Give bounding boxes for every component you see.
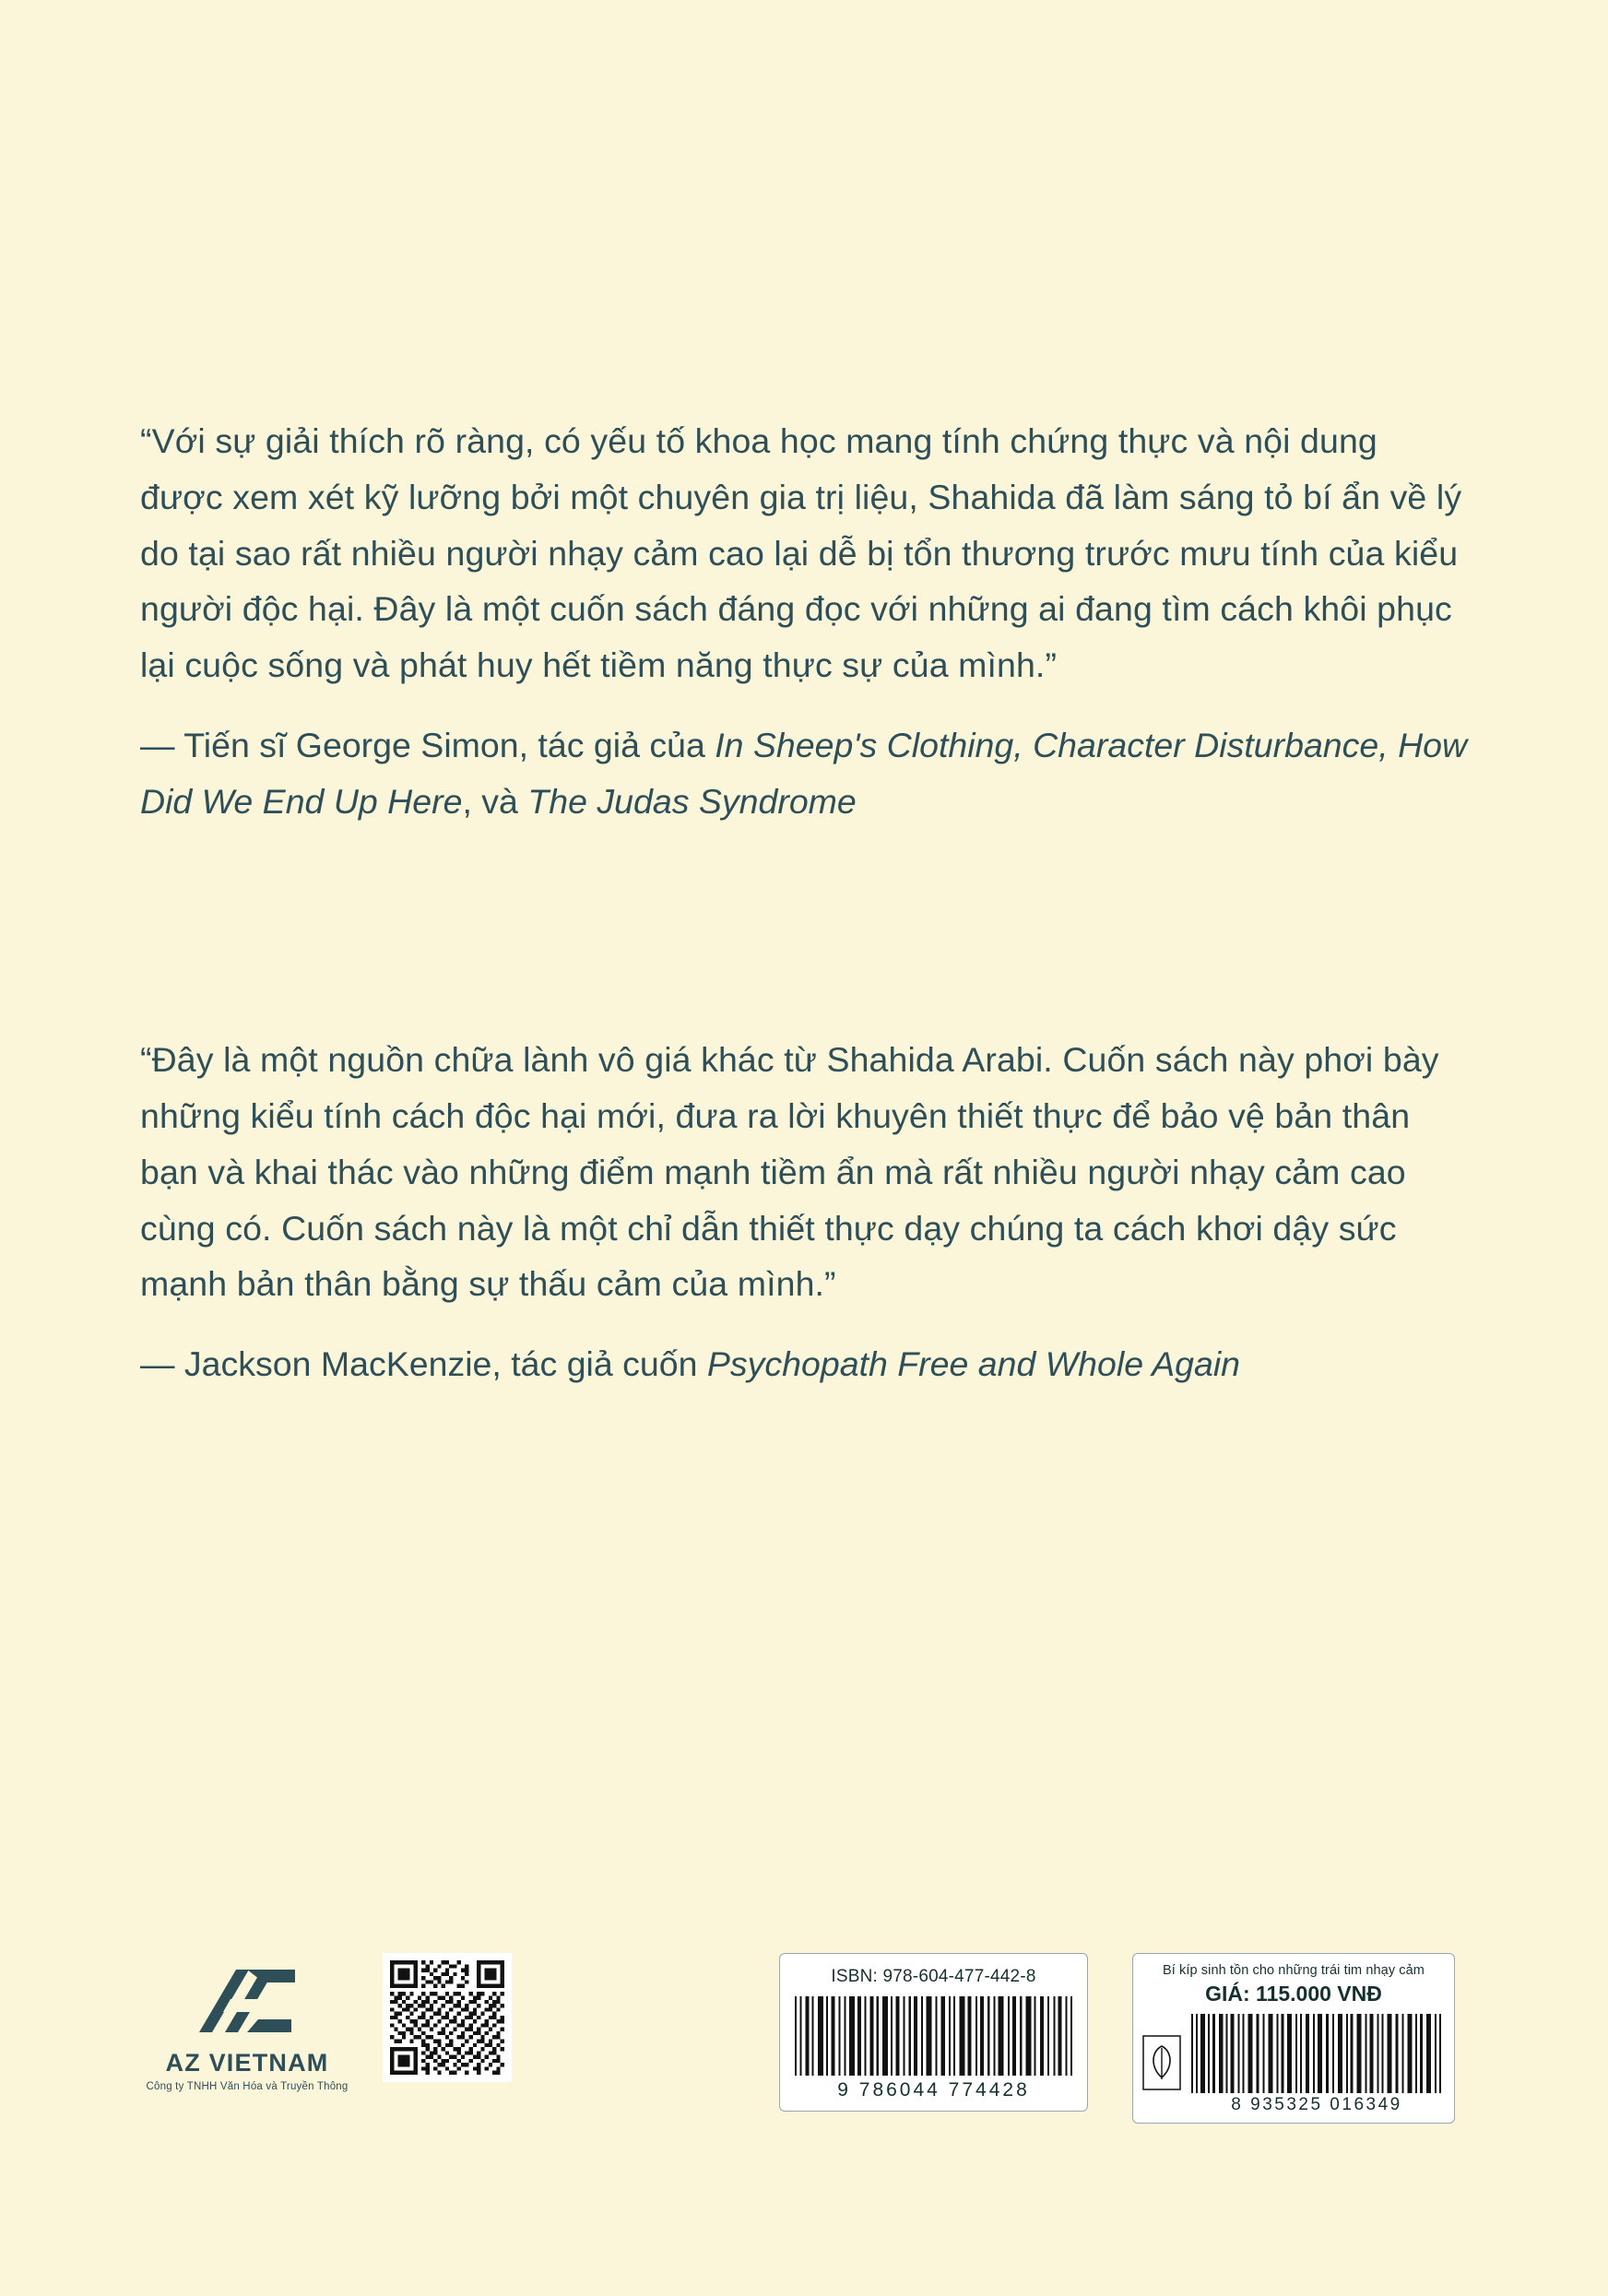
publisher-name: AZ VIETNAM bbox=[165, 2049, 329, 2077]
az-monogram-icon bbox=[183, 1955, 312, 2043]
attribution-title-1: Psychopath Free and Whole Again bbox=[706, 1344, 1241, 1383]
testimonial-attribution bbox=[140, 717, 1468, 830]
testimonial-1 bbox=[140, 413, 1468, 829]
ean13-barcode-icon bbox=[791, 1996, 1076, 2076]
attribution-title-2: The Judas Syndrome bbox=[527, 781, 857, 821]
section-spacer bbox=[140, 882, 1468, 1032]
ean13-barcode-icon bbox=[1188, 2014, 1445, 2093]
qr-code-icon[interactable] bbox=[383, 1953, 512, 2082]
cover-footer bbox=[0, 1927, 1608, 2231]
isbn-label: ISBN: 978-604-477-442-8 bbox=[831, 1967, 1036, 1986]
price-barcode-block bbox=[1132, 1953, 1455, 2124]
attribution-prefix: — Tiến sĩ George Simon, tác giả của bbox=[140, 725, 715, 764]
testimonial-attribution bbox=[140, 1336, 1468, 1392]
publisher-logo-area bbox=[146, 1955, 349, 2092]
attribution-prefix: — Jackson MacKenzie, tác giả cuốn bbox=[140, 1344, 707, 1383]
testimonials-section bbox=[140, 413, 1468, 1446]
publisher-subtitle: Công ty TNHH Văn Hóa và Truyền Thông bbox=[146, 2081, 349, 2092]
testimonial-quote: “Với sự giải thích rõ ràng, có yếu tố khoa học mang tính chứng thực và nội dung được xem xét kỹ lưỡng bởi một chuyên gia trị liệu, Shahida đã làm sáng tỏ bí ẩn về lý do tại sao rất nhiều người nhạy cảm cao lại dễ bị tổn thương trước mưu tính của kiểu người độc hại. Đây là một cuốn sách đáng đọc với những ai đang tìm cách khôi phục lại cuộc sống và phát huy hết tiềm năng thực sự của mình.” bbox=[140, 421, 1462, 684]
price-value: GIÁ: 115.000 VNĐ bbox=[1205, 1982, 1382, 2006]
isbn-barcode-digits: 9 786044 774428 bbox=[837, 2079, 1030, 2101]
testimonial-2 bbox=[140, 1032, 1468, 1392]
attribution-mid: , và bbox=[462, 781, 528, 821]
isbn-barcode-block bbox=[779, 1953, 1088, 2112]
leaf-icon bbox=[1142, 2035, 1181, 2115]
price-tagline: Bí kíp sinh tồn cho những trái tim nhạy cảm bbox=[1162, 1963, 1425, 1978]
testimonial-quote: “Đây là một nguồn chữa lành vô giá khác từ Shahida Arabi. Cuốn sách này phơi bày những kiểu tính cách độc hại mới, đưa ra lời khuyên thiết thực để bảo vệ bản thân bạn và khai thác vào những điểm mạnh tiềm ẩn mà rất nhiều người nhạy cảm cao cùng có. Cuốn sách này là một chỉ dẫn thiết thực dạy chúng ta cách khơi dậy sức mạnh bản thân bằng sự thấu cảm của mình.” bbox=[140, 1040, 1439, 1304]
price-barcode-digits: 8 935325 016349 bbox=[1231, 2095, 1402, 2114]
attribution-title-1: In Sheep's Clothing, Character Disturbance, How Did We End Up Here bbox=[140, 725, 1468, 821]
